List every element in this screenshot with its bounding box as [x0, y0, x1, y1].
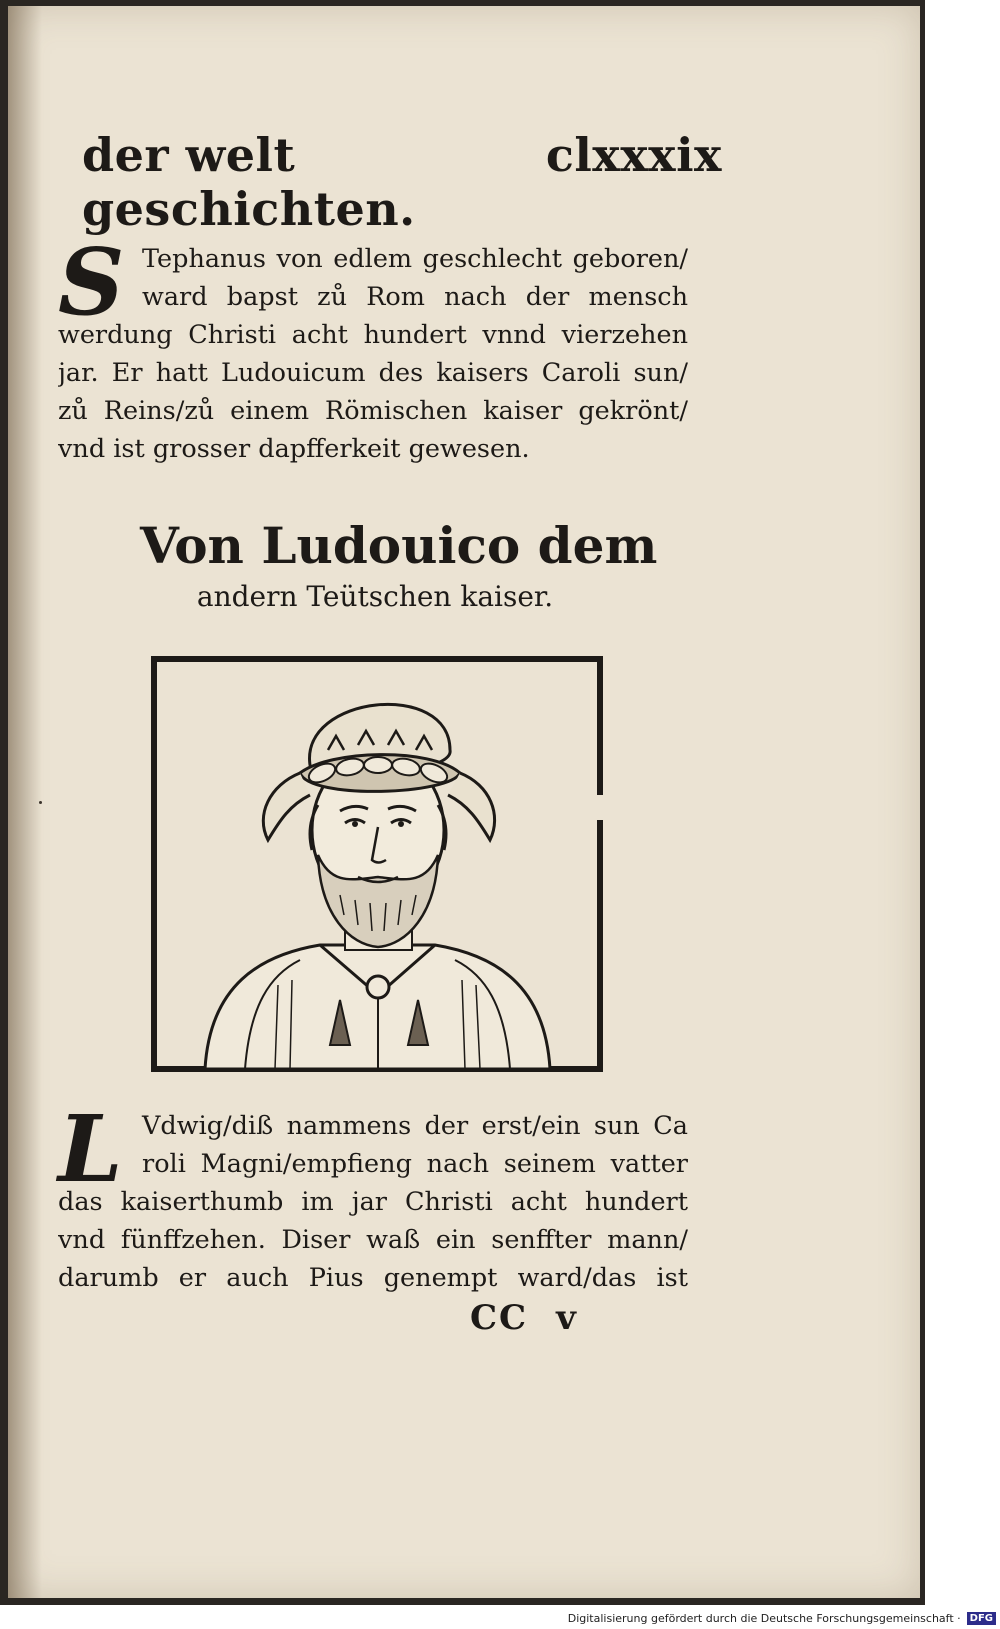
footer-credit: Digitalisierung gefördert durch die Deutsche Forschungsgemeinschaft ·: [567, 1611, 961, 1625]
paragraph-stephanus: [58, 240, 688, 468]
text-line: vnd fünffzehen. Diser waß ein senffter mann/: [58, 1225, 688, 1255]
text-line: Tephanus von edlem geschlecht geboren/: [142, 244, 688, 274]
text-line: jar. Er hatt Ludouicum des kaisers Caroli sun/: [58, 358, 688, 388]
woodcut-portrait-icon: [150, 655, 604, 1073]
section-heading: [140, 515, 658, 617]
text-line: Vdwig/diß nammens der erst/ein sun Ca: [142, 1111, 688, 1141]
dropcap-l: L: [58, 1095, 123, 1203]
paragraph-ludwig: [58, 1107, 688, 1297]
dfg-logo-icon: DFG: [967, 1612, 996, 1625]
margin-mark: [39, 801, 42, 804]
signature-mark: [470, 1298, 578, 1338]
signature-number: v: [556, 1298, 578, 1338]
page-spine-shadow: [8, 6, 42, 1598]
text-line: roli Magni/empfieng nach seinem vatter: [142, 1149, 688, 1179]
dropcap-s: S: [58, 228, 125, 336]
running-head: [82, 128, 722, 236]
digitization-footer: [558, 1607, 1000, 1629]
text-line: vnd ist grosser dapfferkeit gewesen.: [58, 434, 530, 464]
folio-number: clxxxix: [545, 128, 722, 182]
heading-main: Von Ludouico dem: [140, 516, 658, 575]
text-line: werdung Christi acht hundert vnnd vierzehen: [58, 320, 688, 350]
text-line: darumb er auch Pius genempt ward/das ist: [58, 1263, 688, 1293]
text-line: zů Reins/zů einem Römischen kaiser gekrönt/: [58, 396, 688, 426]
signature-letters: CC: [470, 1298, 529, 1338]
running-head-title: der welt geschichten.: [82, 128, 416, 236]
text-line: das kaiserthumb im jar Christi acht hundert: [58, 1187, 688, 1217]
text-line: ward bapst zů Rom nach der mensch: [142, 282, 688, 312]
heading-sub: andern Teütschen kaiser.: [196, 580, 554, 613]
